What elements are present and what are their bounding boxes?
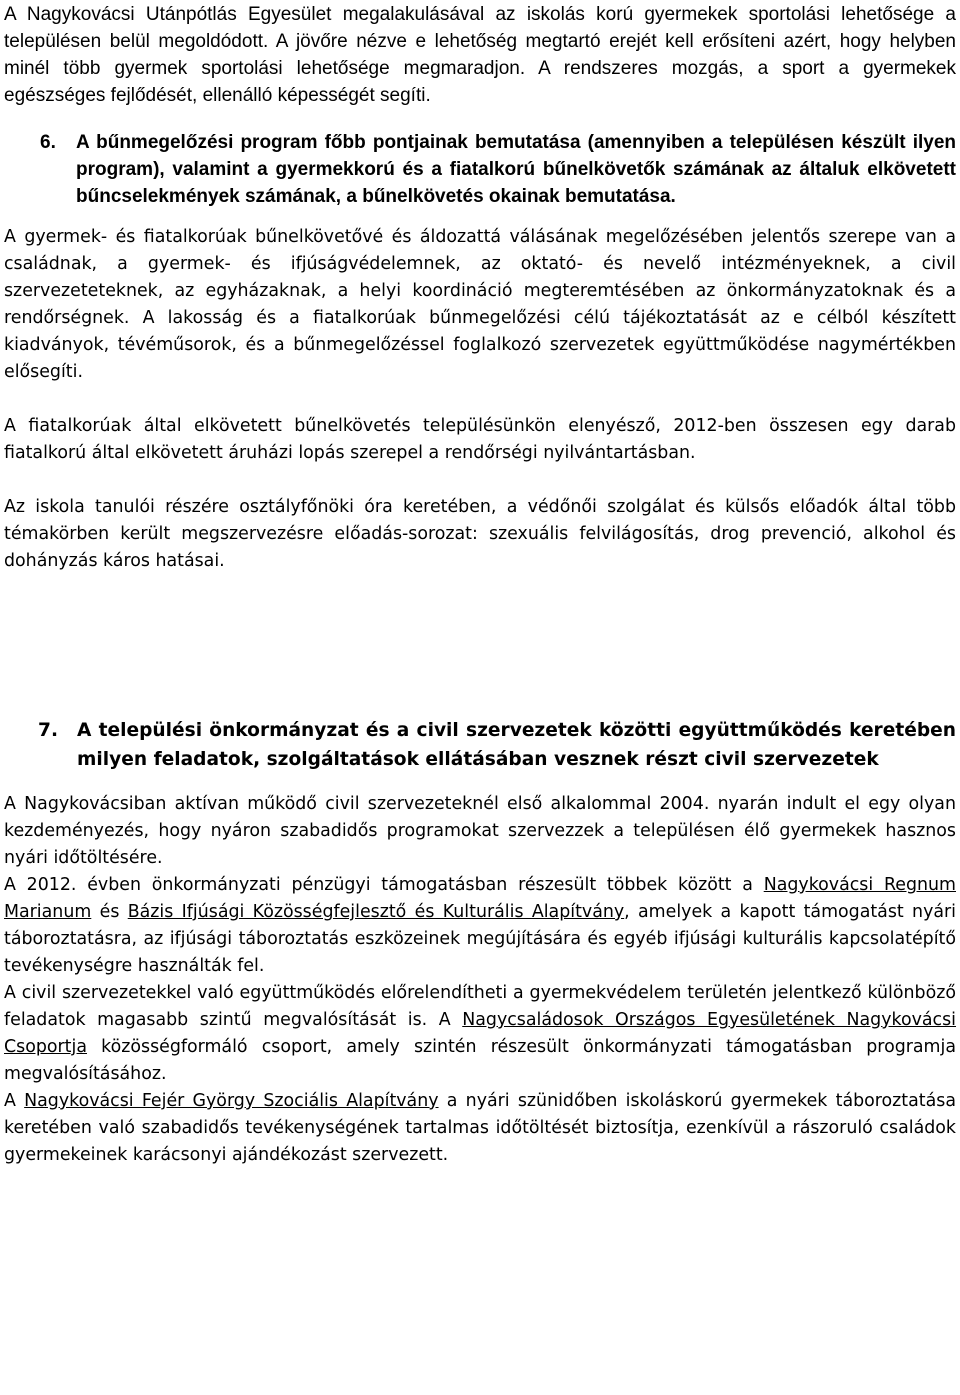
section-6-heading-text: A bűnmegelőzési program főbb pontjainak bemutatása (amennyiben a településen készült ilyen program), valamint a gyermekkorú és a fiatalkorú bűnelkövetők számának az általuk elkövetett bűncselekmények számának, a bűnelkövetés okainak bemutatása. [76,132,956,207]
org-link-nagycsaladosok[interactable]: Nagycsaládosok Országos Egyesületének Nagykovácsi Csoportja [4,1010,957,1057]
document-page [0,1,960,1169]
section-6-paragraph-2: A fiatalkorúak által elkövetett bűnelkövetés településünkön elenyésző, 2012-ben összesen egy darab fiatalkorú által elkövetett áruházi lopás szerepel a rendőrségi nyilvántartásban. [4,416,956,463]
section-6-number: 6. [40,132,56,153]
p3-text-a: A civil szervezetekkel való együttműködés előrelendítheti a gyermekvédelem területén jelentkező különböző feladatok magasabb szintű megvalósítását is. A [4,983,956,1030]
p4-text-a: A [4,1091,25,1111]
org-link-regnum-marianum[interactable]: Nagykovácsi Regnum Marianum [4,875,956,922]
section-7-number: 7. [38,720,59,741]
section-6-heading [40,129,956,210]
intro-paragraph: A Nagykovácsi Utánpótlás Egyesület megalakulásával az iskolás korú gyermekek sportolási lehetősége a településen belül megoldódott. A jövőre nézve e lehetőség megtartó erejét kell erősíteni azért, hogy helyben minél több gyermek sportolási lehetősége megmaradjon. A rendszeres mozgás, a sport a gyermekek egészséges fejlődését, ellenálló képességét segíti. [4,4,956,106]
section-7-paragraph-1: A Nagykovácsiban aktívan működő civil szervezeteknél első alkalommal 2004. nyarán indult el egy olyan kezdeményezés, hogy nyáron szabadidős programokat szervezzek a településen élő gyermekek hasznos nyári időtöltésére. [4,794,956,868]
section-6-paragraph-1: A gyermek- és fiatalkorúak bűnelkövetővé és áldozattá válásának megelőzésében jelentős szerepe van a családnak, a gyermek- és ifjúságvédelemnek, az oktató- és nevelő intézményeknek, a civil szervezeteteknek, az egyházaknak, a helyi koordináció megteremtésében az önkormányzatoknak és a rendőrségnek. A lakosság és a fiatalkorúak bűnmegelőzési célú tájékoztatását az e célból készített kiadványok, tévéműsorok, és a bűnmegelőzéssel foglalkozó szervezetek együttműködése nagymértékben elősegíti. [4,227,956,382]
section-7-heading [38,716,956,774]
section-7-paragraph-2 [4,872,956,980]
org-link-bazis-alapitvany[interactable]: Bázis Ifjúsági Közösségfejlesztő és Kulturális Alapítvány [127,902,625,922]
section-6-paragraph-3: Az iskola tanulói részére osztályfőnöki óra keretében, a védőnői szolgálat és külsős előadók által több témakörben került megszervezésre előadás-sorozat: szexuális felvilágosítás, drog prevenció, alkohol és dohányzás káros hatásai. [4,497,956,571]
org-link-fejer-gyorgy-alapitvany[interactable]: Nagykovácsi Fejér György Szociális Alapítvány [24,1091,439,1111]
p2-text-b: és [91,902,128,922]
p2-text-a: A 2012. évben önkormányzati pénzügyi támogatásban részesült többek között a [4,875,764,895]
p2-text-c: , amelyek a kapott támogatást nyári táboroztatásra, az ifjúsági táboroztatás eszközeinek megújítására és egyéb ifjúsági kulturális kapcsolatépítő tevékenységre használták fel. [4,902,956,976]
p4-text-b: a nyári szünidőben iskoláskorú gyermekek táboroztatása keretében való szabadidős tevékenységének tartalmas időtöltését biztosítja, ezenkívül a rászoruló családok gyermekeinek karácsonyi ajándékozást szervezett. [4,1091,956,1165]
section-7-heading-text: A települési önkormányzat és a civil szervezetek közötti együttműködés keretében milyen feladatok, szolgáltatások ellátásában vesznek részt civil szervezetek [77,720,956,770]
p3-text-b: közösségformáló csoport, amely szintén részesült önkormányzati támogatásban programja megvalósításához. [4,1037,956,1084]
section-7-paragraph-4 [4,1088,956,1169]
section-7-paragraph-3 [4,980,956,1088]
